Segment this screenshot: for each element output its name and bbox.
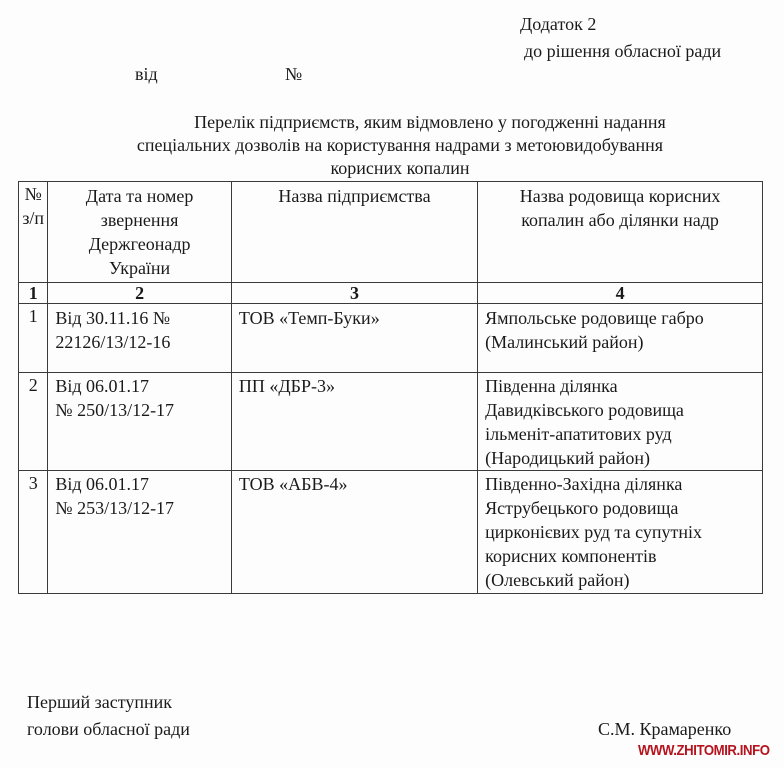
appendix-label: Додаток 2 [520,14,597,34]
date-from-label: від [135,64,158,84]
decision-label: до рішення обласної ради [524,41,722,61]
column-number: 3 [231,283,477,304]
column-numbers-row [19,283,763,304]
table-row [19,471,763,594]
signatory-position-line2: голови обласної ради [27,719,190,739]
table-header-row [19,182,763,283]
appeal-cell: Від 06.01.17 № 253/13/12-17 [48,471,231,594]
row-number: 2 [19,373,48,471]
table-row [19,304,763,373]
deposit-cell: Ямпольське родовище габро (Малинський район) [478,304,763,373]
deposit-cell: Південна ділянка Давидківського родовища ільменіт-апатитових руд (Народицький район) [478,373,763,471]
site-watermark: WWW.ZHITOMIR.INFO [638,742,770,759]
column-number: 1 [19,283,48,304]
column-number: 4 [478,283,763,304]
signatory-name: С.М. Крамаренко [598,719,732,739]
header-cell-number: № з/п [19,182,48,283]
deposit-cell: Південно-Західна ділянка Яструбецького родовища цирконієвих руд та супутніх корисних компонентів (Олевський район) [478,471,763,594]
refused-enterprises-table [18,181,763,594]
title-line: Перелік підприємств, яким відмовлено у погодженні надання [194,112,666,132]
signatory-position-line1: Перший заступник [27,692,172,712]
appeal-cell: Від 06.01.17 № 250/13/12-17 [48,373,231,471]
row-number: 3 [19,471,48,594]
appeal-cell: Від 30.11.16 № 22126/13/12-16 [48,304,231,373]
company-cell: ТОВ «Темп-Буки» [231,304,477,373]
table-row [19,373,763,471]
header-cell-deposit: Назва родовища корисних копалин або ділянки надр [478,182,763,283]
header-cell-company: Назва підприємства [231,182,477,283]
title-line: спеціальних дозволів на користування надрами з метоювидобування [136,135,664,155]
title-line: корисних копалин [330,158,470,178]
company-cell: ПП «ДБР-3» [231,373,477,471]
row-number: 1 [19,304,48,373]
column-number: 2 [48,283,231,304]
header-cell-appeal: Дата та номер звернення Держгеонадр України [48,182,231,283]
number-label: № [285,64,303,84]
document-title [60,111,740,180]
company-cell: ТОВ «АБВ-4» [231,471,477,594]
